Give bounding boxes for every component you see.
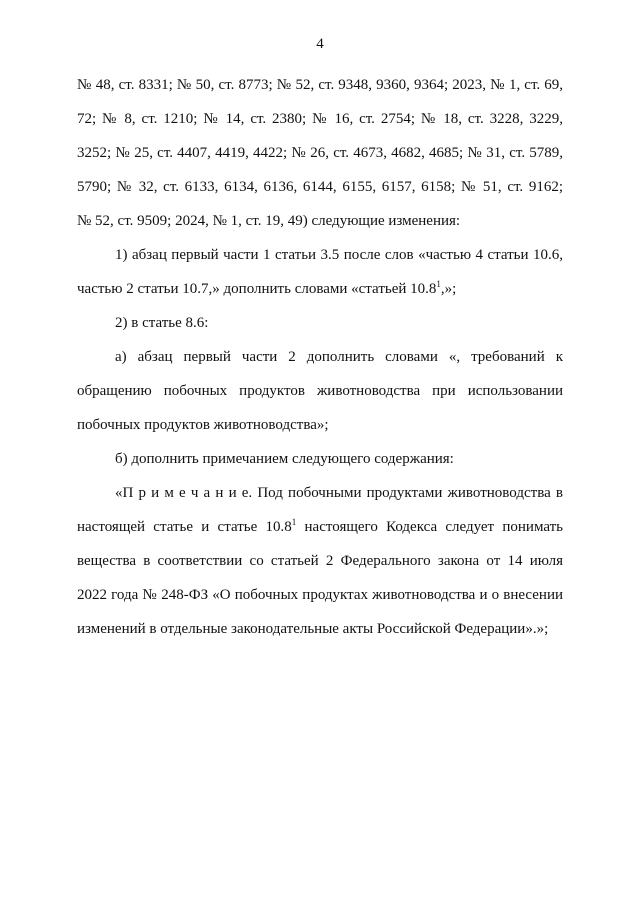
text-line: 2) в статье 8.6:	[115, 315, 209, 331]
text-fragment: ,»;	[440, 281, 457, 297]
text-line: № 48, ст. 8331; № 50, ст. 8773; № 52, ст. 9348, 9360, 9364; 2023, № 1, ст. 69,	[77, 77, 563, 93]
text-line: 72; № 8, ст. 1210; № 14, ст. 2380; № 16, ст. 2754; № 18, ст. 3228, 3229,	[77, 111, 563, 127]
text-line: 2022 года № 248-ФЗ «О побочных продуктах животноводства и о внесении	[77, 587, 563, 603]
text-line: 5790; № 32, ст. 6133, 6134, 6136, 6144, 6155, 6157, 6158; № 51, ст. 9162;	[77, 179, 563, 195]
text-line	[77, 272, 563, 306]
superscript: 1	[436, 279, 441, 289]
text-line: № 52, ст. 9509; 2024, № 1, ст. 19, 49) следующие изменения:	[77, 213, 461, 229]
text-line: б) дополнить примечанием следующего содержания:	[115, 451, 454, 467]
text-fragment: частью 2 статьи 10.7,» дополнить словами «статьей 10.8	[77, 281, 437, 297]
note-heading: «П р и м е ч а н и е	[115, 485, 249, 501]
page-number: 4	[316, 36, 324, 52]
text-fragment: . Под побочными продуктами животноводства в	[248, 485, 563, 501]
text-fragment: настоящего Кодекса следует понимать	[296, 519, 564, 535]
text-fragment: настоящей статье и статье 10.8	[77, 519, 292, 535]
text-line: вещества в соответствии со статьей 2 Федерального закона от 14 июля	[77, 553, 563, 569]
text-line: изменений в отдельные законодательные акты Российской Федерации».»;	[77, 621, 549, 637]
text-line	[77, 510, 563, 544]
text-line: обращению побочных продуктов животноводства при использовании	[77, 383, 563, 399]
superscript: 1	[291, 517, 297, 527]
text-line: 3252; № 25, ст. 4407, 4419, 4422; № 26, ст. 4673, 4682, 4685; № 31, ст. 5789,	[77, 145, 563, 161]
text-line: побочных продуктов животноводства»;	[77, 417, 329, 433]
text-line: 1) абзац первый части 1 статьи 3.5 после слов «частью 4 статьи 10.6,	[115, 247, 563, 263]
text-line: а) абзац первый части 2 дополнить словами «, требований к	[115, 349, 563, 365]
text-line	[77, 476, 563, 510]
document-body	[77, 68, 563, 646]
